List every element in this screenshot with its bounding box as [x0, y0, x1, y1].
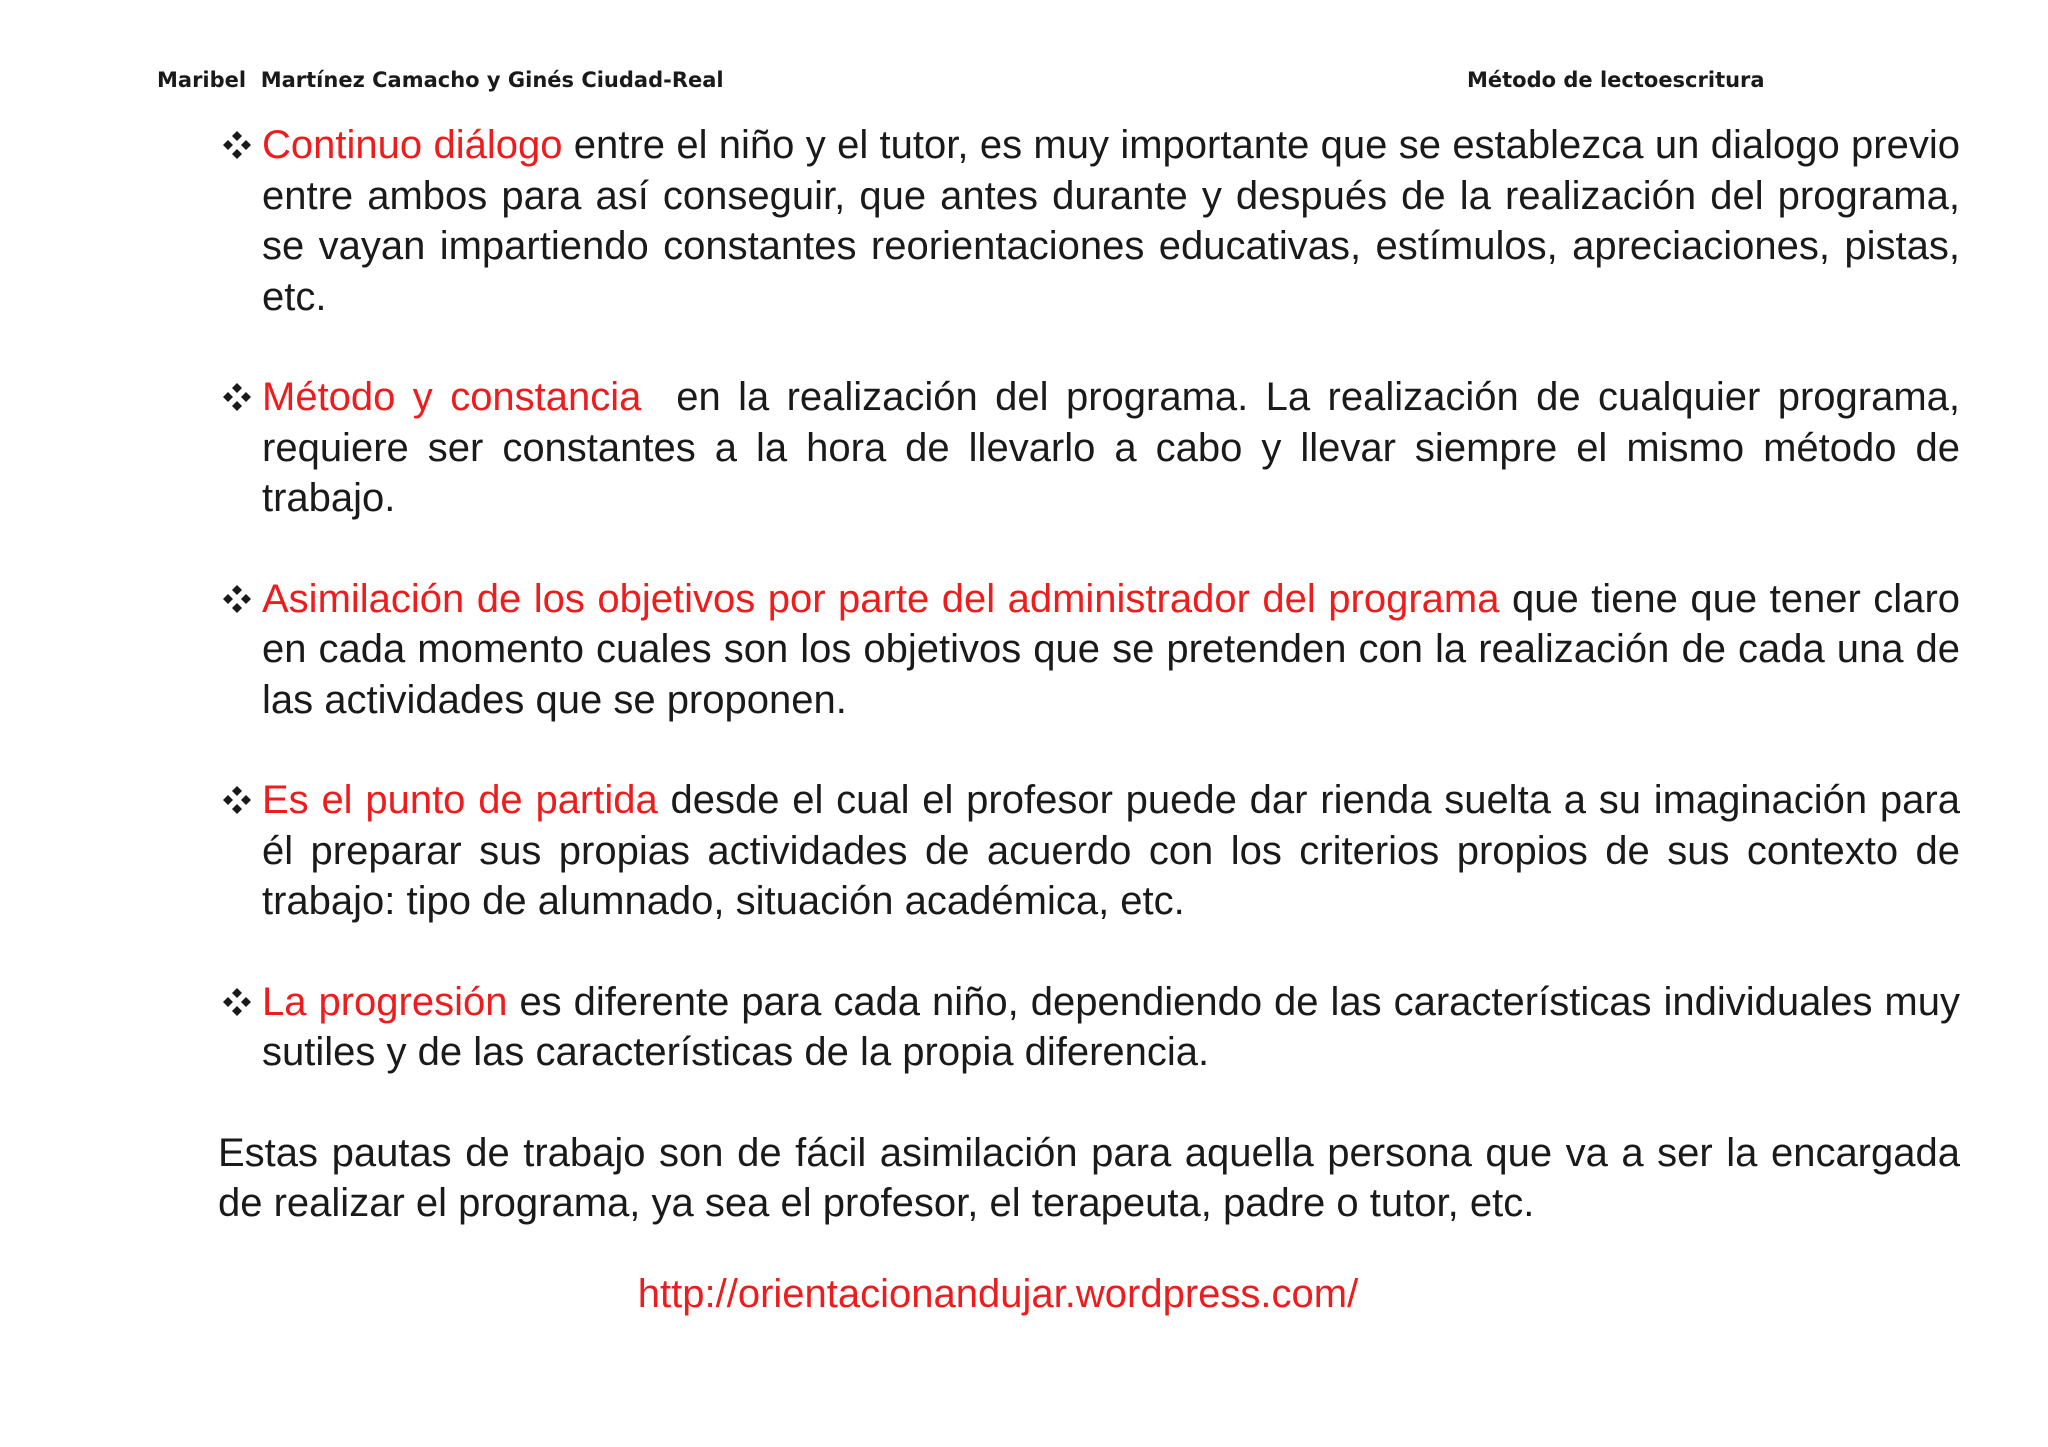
bullet-highlight: Es el punto de partida: [262, 778, 658, 822]
four-diamond-bullet-icon: [218, 372, 256, 422]
main-content: [218, 120, 1972, 1269]
four-diamond-bullet-icon: [218, 977, 256, 1027]
four-diamond-bullet-icon: [218, 120, 256, 170]
bullet-text: en la realización del programa. La realización de cualquier programa, requiere ser constantes a la hora de llevarlo a cabo y llevar siempre el mismo método de trabajo.: [262, 375, 1972, 520]
four-diamond-bullet-icon: [218, 574, 256, 624]
four-diamond-bullet-icon: [218, 775, 256, 825]
bullet-item: [218, 775, 1960, 927]
bullet-item: [218, 372, 1972, 524]
header-authors: Maribel Martínez Camacho y Ginés Ciudad-Real: [157, 68, 724, 92]
website-link-text[interactable]: http://orientacionandujar.wordpress.com/: [637, 1272, 1359, 1316]
page-header: [157, 68, 1765, 98]
bullet-text: entre el niño y el tutor, es muy importante que se establezca un dialogo previo entre ambos para así conseguir, que antes durante y después de la realización del programa, se vayan impartiendo constantes reorientaciones educativas, estímulos, apreciaciones, pistas, etc.: [262, 123, 1960, 319]
bullet-text: que tiene que tener claro en cada momento cuales son los objetivos que se pretenden con la realización de cada una de las actividades que se proponen.: [262, 576, 1961, 722]
bullet-item: [218, 120, 1960, 322]
header-title: Método de lectoescritura: [1467, 68, 1765, 92]
bullet-text: desde el cual el profesor puede dar rienda suelta a su imaginación para él preparar sus propias actividades de acuerdo con los criterios propios de sus contexto de trabajo: tipo de alumnado, situación académica, etc.: [262, 778, 1960, 923]
bullet-item: [218, 977, 1960, 1078]
bullet-highlight: Asimilación de los objetivos por parte del administrador del programa: [262, 576, 1500, 621]
bullet-highlight: La progresión: [262, 979, 508, 1024]
website-link[interactable]: [0, 1272, 2048, 1317]
bullet-highlight: Método y constancia: [262, 375, 642, 419]
bullet-highlight: Continuo diálogo: [262, 123, 563, 167]
bullet-text: es diferente para cada niño, dependiendo de las características individuales muy sutiles y de las características de la propia diferencia.: [262, 979, 1960, 1074]
closing-paragraph: Estas pautas de trabajo son de fácil asimilación para aquella persona que va a ser la encargada de realizar el programa, ya sea el profesor, el terapeuta, padre o tutor, etc.: [218, 1130, 1960, 1225]
bullet-item: [218, 574, 1960, 726]
